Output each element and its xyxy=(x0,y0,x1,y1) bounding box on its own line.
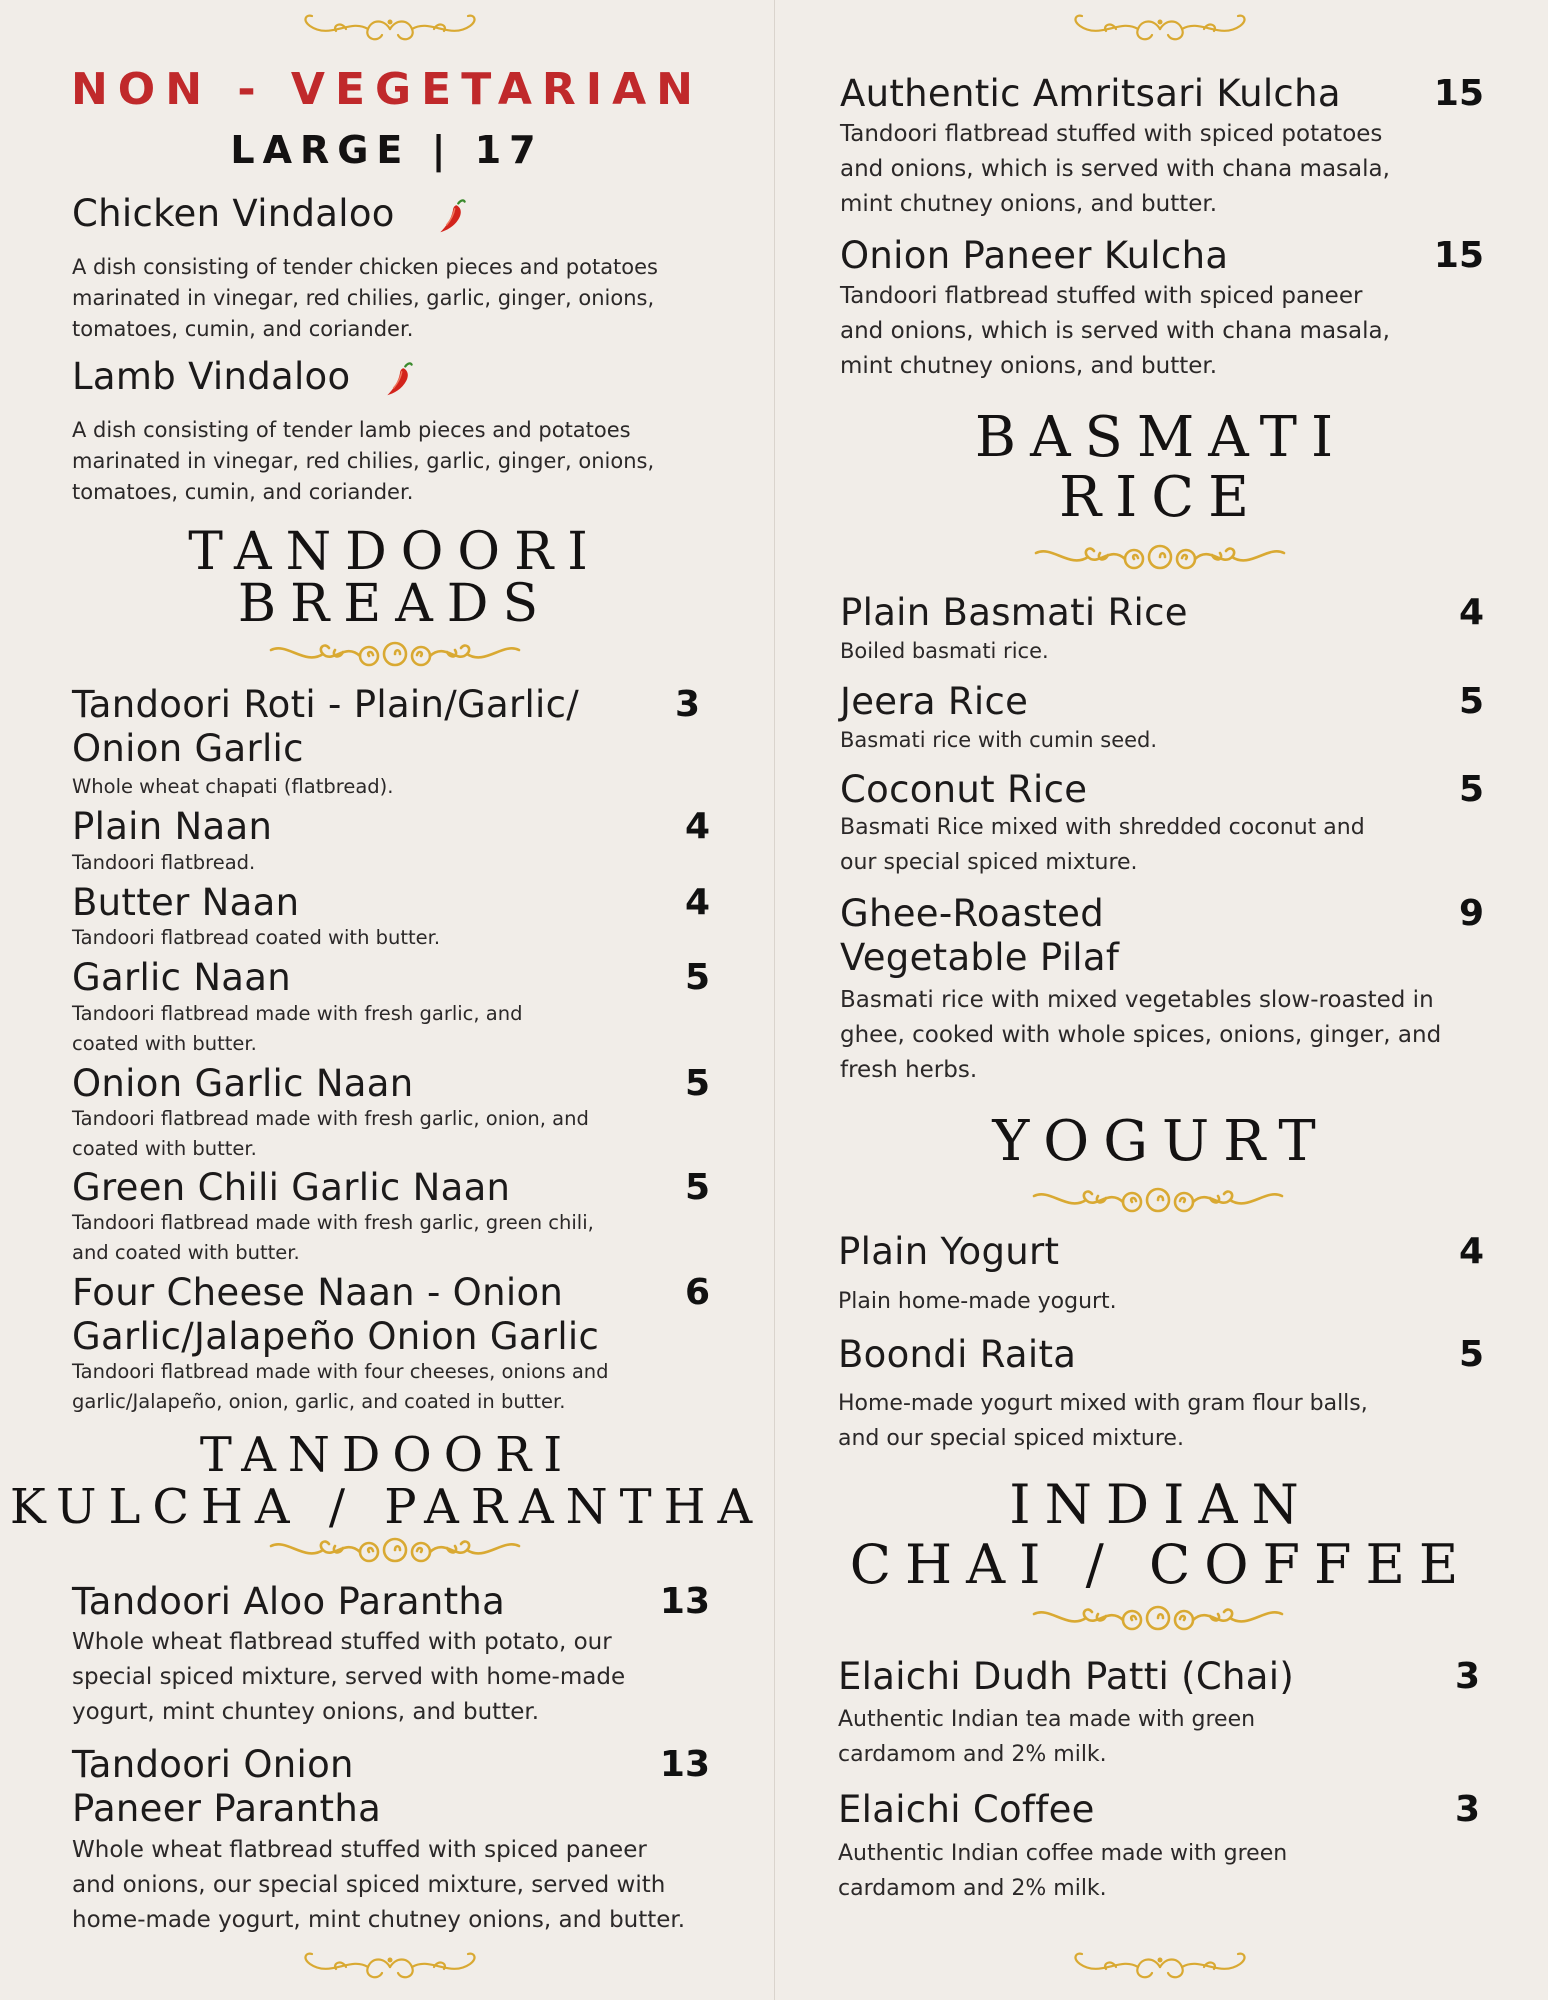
item-price: 5 xyxy=(684,1167,710,1208)
item-description: Whole wheat flatbread stuffed with spiced paneer and onions, our special spiced mixture, served with home-made yogurt, mint chutney onions, and butter. xyxy=(72,1837,686,1933)
item-price: 3 xyxy=(1454,1656,1480,1697)
menu-item-elaichi-coffee: Elaichi Coffee xyxy=(838,1788,1095,1831)
menu-item-plain-yogurt: Plain Yogurt xyxy=(838,1230,1060,1273)
menu-item-green-chili-garlic-naan: Green Chili Garlic Naan xyxy=(72,1166,511,1209)
item-description: Tandoori flatbread. xyxy=(72,851,256,874)
menu-item-elaichi-dudh-patti: Elaichi Dudh Patti (Chai) xyxy=(838,1655,1295,1698)
section-title-basmati-rice: BASMATI RICE xyxy=(974,405,1348,530)
item-description: Tandoori flatbread stuffed with spiced paneer and onions, which is served with chana masala, mint chutney onions, and butter. xyxy=(840,283,1390,379)
menu-item-garlic-naan: Garlic Naan xyxy=(72,956,291,999)
bottom-left-ornament-icon xyxy=(290,1952,490,1982)
menu-item-lamb-vindaloo xyxy=(72,355,350,399)
item-price: 5 xyxy=(1458,681,1484,722)
item-description: Tandoori flatbread made with four cheeses, onions and garlic/Jalapeño, onion, garlic, and coated in butter. xyxy=(72,1360,609,1413)
item-price: 13 xyxy=(659,1744,710,1785)
non-veg-size-price: LARGE | 17 xyxy=(230,128,544,172)
item-description: Basmati rice with mixed vegetables slow-roasted in ghee, cooked with whole spices, onions, ginger, and fresh herbs. xyxy=(840,987,1442,1083)
menu-item-onion-paneer-kulcha: Onion Paneer Kulcha xyxy=(840,234,1229,277)
item-description: Tandoori flatbread coated with butter. xyxy=(72,926,441,949)
item-price: 3 xyxy=(1454,1789,1480,1830)
page-divider xyxy=(774,0,775,2000)
menu-item-ghee-roasted-vegetable-pilaf: Ghee-Roasted Vegetable Pilaf xyxy=(840,892,1120,979)
item-description: Tandoori flatbread made with fresh garlic, onion, and coated with butter. xyxy=(72,1107,589,1160)
menu-item-tandoori-roti: Tandoori Roti - Plain/Garlic/ Onion Garlic xyxy=(72,683,580,770)
chili-pepper-icon xyxy=(438,198,466,234)
item-price: 4 xyxy=(1458,1231,1484,1272)
item-description: A dish consisting of tender lamb pieces and potatoes marinated in vinegar, red chilies, garlic, ginger, onions, tomatoes, cumin, and coriander. xyxy=(72,418,655,504)
section-title-tandoori-breads: TANDOORI BREADS xyxy=(188,522,602,634)
menu-item-boondi-raita: Boondi Raita xyxy=(838,1333,1077,1376)
non-veg-title: NON - VEGETARIAN xyxy=(70,64,703,115)
menu-item-butter-naan: Butter Naan xyxy=(72,881,300,924)
section-ornament-icon xyxy=(1030,535,1290,575)
item-description: Basmati Rice mixed with shredded coconut and our special spiced mixture. xyxy=(840,815,1365,875)
chili-pepper-icon xyxy=(385,361,413,397)
menu-item-chicken-vindaloo xyxy=(72,192,395,236)
menu-item-four-cheese-naan: Four Cheese Naan - Onion Garlic/Jalapeño Onion Garlic xyxy=(72,1271,600,1358)
menu-item-tandoori-aloo-parantha: Tandoori Aloo Parantha xyxy=(72,1580,506,1623)
top-right-ornament-icon xyxy=(1060,14,1260,44)
item-price: 15 xyxy=(1433,235,1484,276)
menu-item-tandoori-onion-paneer-parantha: Tandoori Onion Paneer Parantha xyxy=(72,1743,382,1830)
menu-item-jeera-rice: Jeera Rice xyxy=(840,680,1029,723)
item-name: Lamb Vindaloo xyxy=(72,355,351,398)
item-description: Whole wheat chapati (flatbread). xyxy=(72,775,394,798)
item-description: Tandoori flatbread made with fresh garlic, green chili, and coated with butter. xyxy=(72,1211,594,1264)
item-description: Whole wheat flatbread stuffed with potato, our special spiced mixture, served with home-made yogurt, mint chuntey onions, and butter. xyxy=(72,1629,626,1725)
item-description: Basmati rice with cumin seed. xyxy=(840,728,1158,752)
menu-item-authentic-amritsari-kulcha: Authentic Amritsari Kulcha xyxy=(840,72,1341,115)
section-ornament-icon xyxy=(265,632,525,672)
menu-item-plain-basmati-rice: Plain Basmati Rice xyxy=(840,591,1188,634)
section-ornament-icon xyxy=(1028,1178,1288,1218)
item-description: Tandoori flatbread made with fresh garlic, and coated with butter. xyxy=(72,1002,523,1055)
item-price: 6 xyxy=(684,1272,710,1313)
section-title-yogurt: YOGURT xyxy=(992,1109,1330,1174)
item-price: 5 xyxy=(1458,1334,1484,1375)
section-ornament-icon xyxy=(1028,1596,1288,1636)
item-description: Home-made yogurt mixed with gram flour balls, and our special spiced mixture. xyxy=(838,1391,1368,1451)
item-description: Plain home-made yogurt. xyxy=(838,1289,1117,1314)
section-ornament-icon xyxy=(265,1528,525,1568)
menu-item-onion-garlic-naan: Onion Garlic Naan xyxy=(72,1062,414,1105)
item-description: A dish consisting of tender chicken pieces and potatoes marinated in vinegar, red chilies, garlic, ginger, onions, tomatoes, cumin, and coriander. xyxy=(72,255,659,341)
item-price: 15 xyxy=(1433,73,1484,114)
item-description: Boiled basmati rice. xyxy=(840,639,1049,663)
item-description: Tandoori flatbread stuffed with spiced potatoes and onions, which is served with chana masala, mint chutney onions, and butter. xyxy=(840,121,1390,217)
top-left-ornament-icon xyxy=(290,14,490,44)
item-price: 3 xyxy=(674,684,700,725)
menu-item-plain-naan: Plain Naan xyxy=(72,805,273,848)
menu-item-coconut-rice: Coconut Rice xyxy=(840,768,1088,811)
item-price: 4 xyxy=(684,882,710,923)
item-price: 13 xyxy=(659,1581,710,1622)
item-name: Chicken Vindaloo xyxy=(72,192,395,235)
item-price: 5 xyxy=(684,1063,710,1104)
item-price: 4 xyxy=(1458,592,1484,633)
item-price: 5 xyxy=(684,957,710,998)
section-title-indian-chai-coffee: INDIAN CHAI / COFFEE xyxy=(849,1473,1473,1596)
item-description: Authentic Indian coffee made with green cardamom and 2% milk. xyxy=(838,1841,1288,1901)
bottom-right-ornament-icon xyxy=(1060,1952,1260,1982)
item-price: 9 xyxy=(1458,893,1484,934)
item-price: 5 xyxy=(1458,769,1484,810)
section-title-kulcha-parantha: TANDOORI KULCHA / PARANTHA xyxy=(9,1427,765,1535)
item-description: Authentic Indian tea made with green cardamom and 2% milk. xyxy=(838,1707,1256,1767)
item-price: 4 xyxy=(684,806,710,847)
